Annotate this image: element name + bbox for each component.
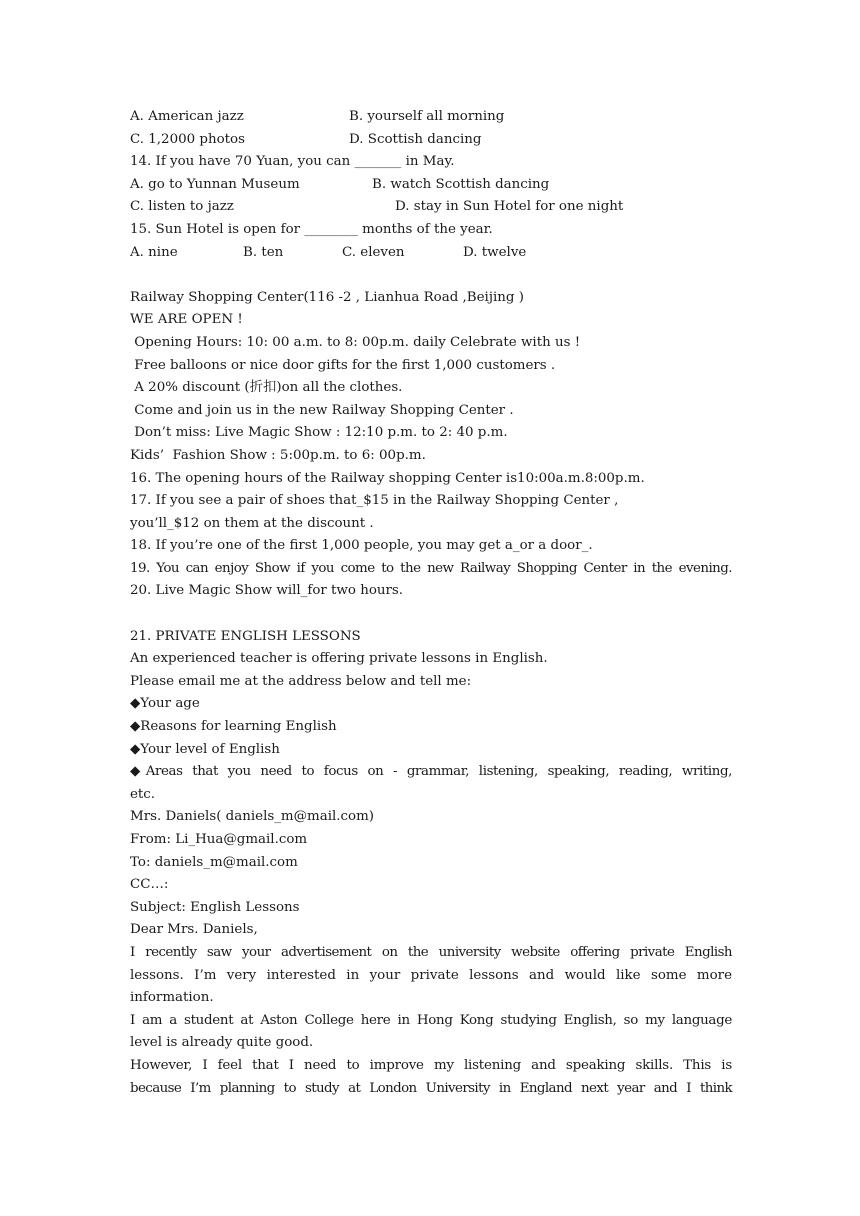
bullet-item: ◆Your age: [130, 696, 200, 712]
paragraph-line: lessons. I’m very interested in your private lessons and would like some more: [130, 967, 732, 983]
bullet-item: ◆Areas that you need to focus on - grammar, listening, speaking, reading, writing,: [130, 764, 732, 780]
question-17-cont: you’ll_$12 on them at the discount .: [130, 515, 374, 531]
option-a: A. nine: [130, 244, 178, 260]
bullet-item: ◆Your level of English: [130, 741, 280, 757]
bullet-item-cont: etc.: [130, 786, 156, 802]
paragraph-line: level is already quite good.: [130, 1035, 314, 1051]
option-row: [130, 174, 732, 197]
option-a: A. go to Yunnan Museum: [130, 176, 300, 192]
option-d: D. twelve: [463, 244, 527, 260]
paragraph-line: because I’m planning to study at London University in England next year and I think: [130, 1080, 732, 1096]
option-b: B. ten: [243, 244, 284, 260]
document-page: [130, 106, 732, 1100]
email-subject: Subject: English Lessons: [130, 899, 300, 915]
railway-header: Railway Shopping Center(116 -2 , Lianhua Road ,Beijing ): [130, 289, 524, 305]
paragraph-line: I am a student at Aston College here in Hong Kong studying English, so my language: [130, 1012, 732, 1028]
spacer: [130, 603, 732, 626]
question-14: 14. If you have 70 Yuan, you can _______ in May.: [130, 154, 455, 170]
question-19: 19. You can enjoy Show if you come to the new Railway Shopping Center in the evening.: [130, 560, 732, 576]
email-from: From: Li_Hua@gmail.com: [130, 832, 308, 847]
bullet-item: ◆Reasons for learning English: [130, 719, 337, 735]
paragraph-line: However, I feel that I need to improve my listening and speaking skills. This is: [130, 1057, 732, 1073]
email-to: To: daniels_m@mail.com: [130, 854, 298, 870]
railway-line: Kids’ Fashion Show : 5:00p.m. to 6: 00p.m.: [130, 447, 426, 463]
railway-line: Opening Hours: 10: 00 a.m. to 8: 00p.m. daily Celebrate with us !: [130, 334, 581, 350]
email-cc: CC…:: [130, 877, 169, 893]
email-greeting: Dear Mrs. Daniels,: [130, 922, 258, 938]
question-16: 16. The opening hours of the Railway shopping Center is10:00a.m.8:00p.m.: [130, 470, 645, 486]
option-c: C. eleven: [342, 244, 405, 260]
railway-line: Don’t miss: Live Magic Show : 12:10 p.m. to 2: 40 p.m.: [130, 425, 508, 441]
railway-open: WE ARE OPEN !: [130, 312, 243, 328]
lessons-intro: An experienced teacher is offering private lessons in English.: [130, 651, 548, 667]
lessons-title: 21. PRIVATE ENGLISH LESSONS: [130, 628, 361, 644]
option-row: [130, 242, 732, 265]
railway-line: Free balloons or nice door gifts for the first 1,000 customers .: [130, 357, 556, 373]
question-15: 15. Sun Hotel is open for ________ months of the year.: [130, 221, 493, 237]
option-c: C. 1,2000 photos: [130, 131, 245, 147]
option-row: [130, 106, 732, 129]
option-row: [130, 196, 732, 219]
contact-line: Mrs. Daniels( daniels_m@mail.com): [130, 809, 374, 825]
option-d: D. stay in Sun Hotel for one night: [395, 199, 624, 215]
option-a: A. American jazz: [130, 109, 244, 124]
lessons-intro: Please email me at the address below and tell me:: [130, 673, 472, 689]
option-c: C. listen to jazz: [130, 199, 234, 215]
option-b: B. watch Scottish dancing: [372, 176, 550, 192]
paragraph-line: I recently saw your advertisement on the university website offering private English: [130, 944, 732, 960]
railway-line: A 20% discount (折扣)on all the clothes.: [130, 380, 403, 396]
question-18: 18. If you’re one of the first 1,000 people, you may get a_or a door_.: [130, 538, 593, 554]
option-row: [130, 129, 732, 152]
question-17: 17. If you see a pair of shoes that_$15 in the Railway Shopping Center ,: [130, 493, 619, 509]
paragraph-line: information.: [130, 990, 214, 1006]
option-d: D. Scottish dancing: [349, 131, 482, 147]
spacer: [130, 264, 732, 287]
railway-line: Come and join us in the new Railway Shopping Center .: [130, 402, 514, 418]
question-20: 20. Live Magic Show will_for two hours.: [130, 583, 404, 599]
option-b: B. yourself all morning: [349, 109, 505, 124]
